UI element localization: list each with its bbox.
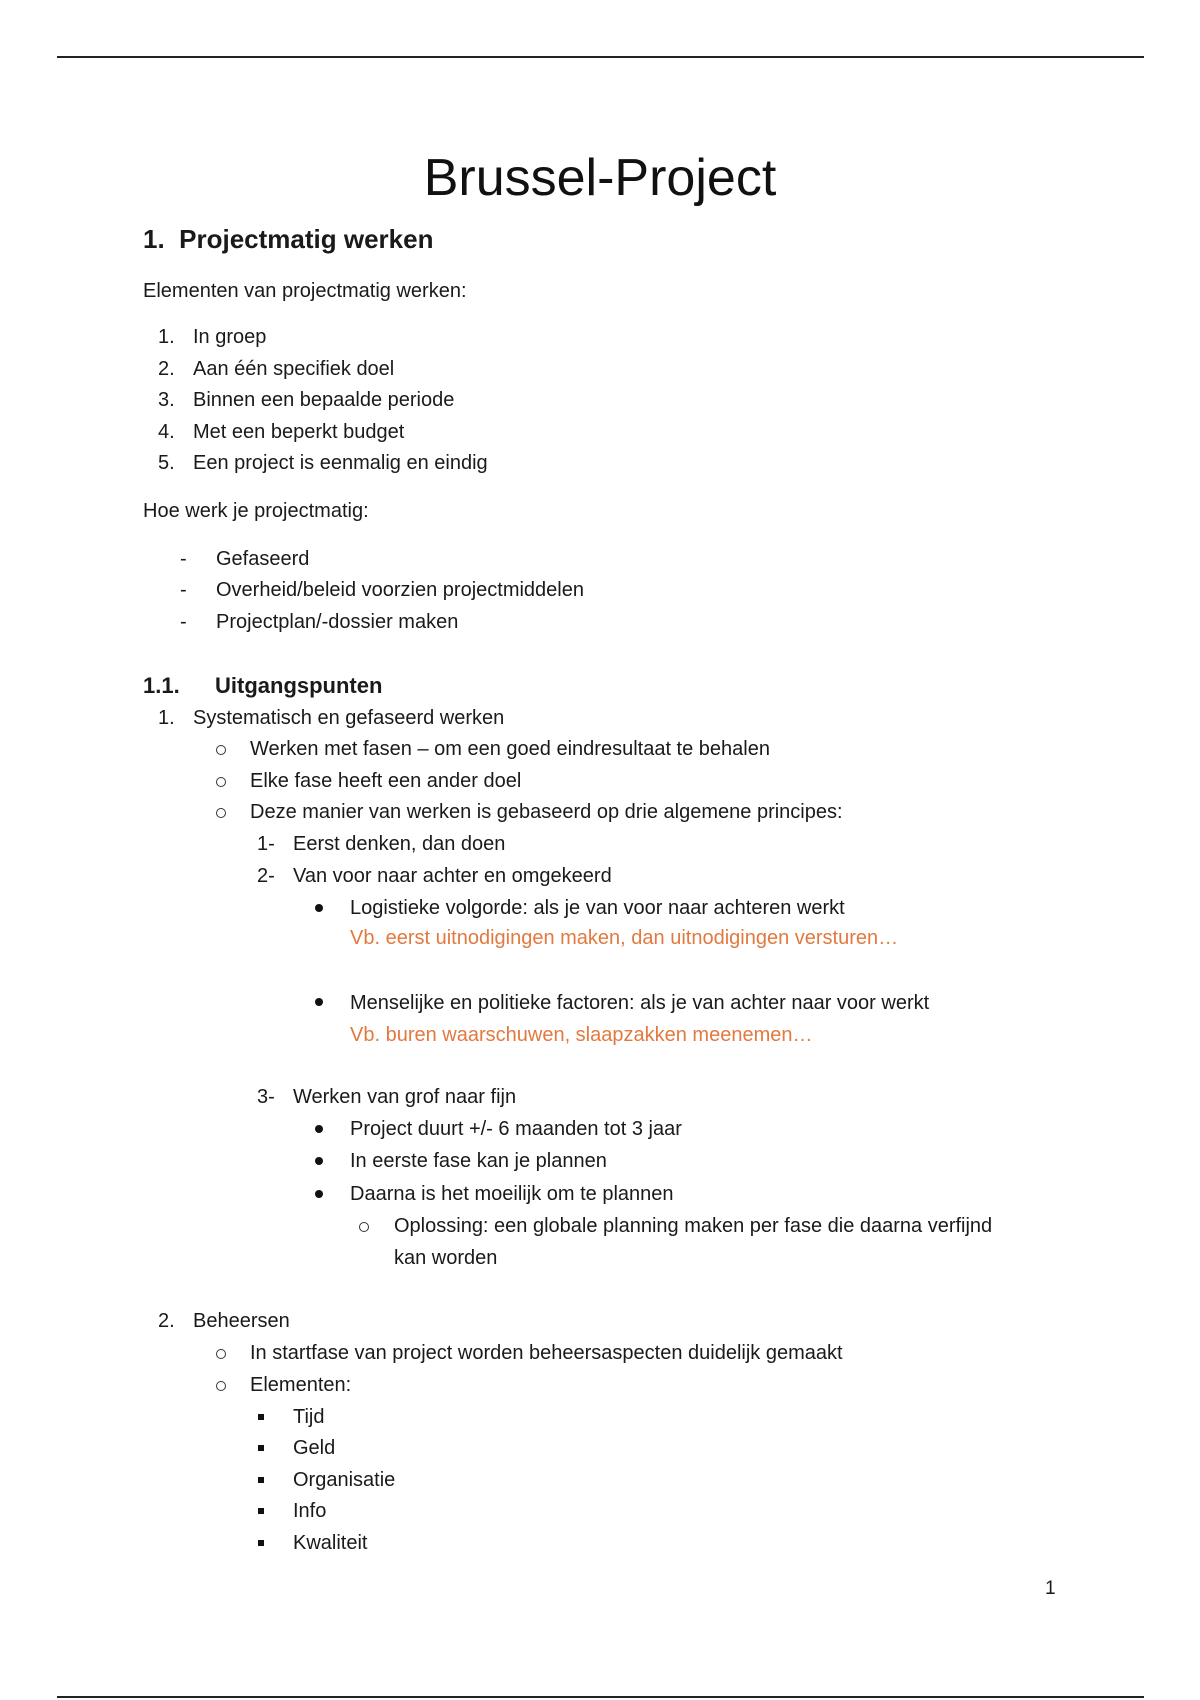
list-text: Een project is eenmalig en eindig <box>193 452 488 474</box>
section-title: Uitgangspunten <box>215 673 383 698</box>
square-bullet <box>258 1540 264 1546</box>
square-bullet <box>258 1445 264 1451</box>
list-text: Menselijke en politieke factoren: als je van achter naar voor werkt <box>350 992 930 1014</box>
list-text: Binnen een bepaalde periode <box>193 389 455 411</box>
document-title: Brussel-Project <box>423 149 777 207</box>
section-heading-1-1 <box>143 673 383 699</box>
list-number: 1. <box>158 707 175 729</box>
disc-bullet <box>315 904 323 912</box>
list-text: In groep <box>193 326 267 348</box>
list-number: 2. <box>158 358 175 380</box>
solution-text: Oplossing: een globale planning maken per fase die daarna verfijnd <box>394 1215 993 1237</box>
page-number: 1 <box>1045 1578 1056 1599</box>
section-heading-1 <box>143 224 433 255</box>
top-rule <box>57 56 1144 58</box>
list-text: Met een beperkt budget <box>193 421 405 443</box>
list-text: Geld <box>293 1437 336 1459</box>
list-text: Gefaseerd <box>216 548 310 570</box>
list-text: Aan één specifiek doel <box>193 358 395 380</box>
list-text: Logistieke volgorde: als je van voor naar achteren werkt <box>350 897 845 919</box>
list-number: 5. <box>158 452 175 474</box>
list-text: Info <box>293 1500 327 1522</box>
disc-bullet <box>315 998 323 1006</box>
section-number: 1.1. <box>143 673 180 698</box>
square-bullet <box>258 1414 264 1420</box>
dash-bullet: - <box>180 548 187 570</box>
example-text: Vb. eerst uitnodigingen maken, dan uitnodigingen versturen… <box>350 927 899 949</box>
list-text: Projectplan/-dossier maken <box>216 611 459 633</box>
principle-text: Werken van grof naar fijn <box>293 1086 517 1108</box>
dash-bullet: - <box>180 579 187 601</box>
principle-number: 1- <box>257 833 275 855</box>
principle-number: 3- <box>257 1086 275 1108</box>
circle-bullet <box>216 1349 226 1359</box>
list-text: Werken met fasen – om een goed eindresultaat te behalen <box>250 738 770 760</box>
list-text: Beheersen <box>193 1310 290 1332</box>
list-text: Kwaliteit <box>293 1532 368 1554</box>
list-text: In startfase van project worden beheersaspecten duidelijk gemaakt <box>250 1342 843 1364</box>
list-number: 3. <box>158 389 175 411</box>
square-bullet <box>258 1477 264 1483</box>
principle-text: Van voor naar achter en omgekeerd <box>293 865 612 887</box>
disc-bullet <box>315 1125 323 1133</box>
circle-bullet <box>216 1381 226 1391</box>
list-number: 1. <box>158 326 175 348</box>
circle-bullet <box>216 745 226 755</box>
section-number: 1. <box>143 224 165 254</box>
how-intro: Hoe werk je projectmatig: <box>143 500 369 522</box>
bottom-rule <box>57 1696 1144 1698</box>
list-text: Deze manier van werken is gebaseerd op drie algemene principes: <box>250 801 843 823</box>
circle-bullet <box>359 1222 369 1232</box>
principle-text: Eerst denken, dan doen <box>293 833 506 855</box>
list-text: Project duurt +/- 6 maanden tot 3 jaar <box>350 1118 682 1140</box>
list-number: 2. <box>158 1310 175 1332</box>
circle-bullet <box>216 777 226 787</box>
list-text: Systematisch en gefaseerd werken <box>193 707 505 729</box>
list-text: Overheid/beleid voorzien projectmiddelen <box>216 579 584 601</box>
section-title: Projectmatig werken <box>179 224 434 254</box>
dash-bullet: - <box>180 611 187 633</box>
list-text: Elke fase heeft een ander doel <box>250 770 522 792</box>
disc-bullet <box>315 1190 323 1198</box>
example-text: Vb. buren waarschuwen, slaapzakken meenemen… <box>350 1024 813 1046</box>
circle-bullet <box>216 808 226 818</box>
list-text: Daarna is het moeilijk om te plannen <box>350 1183 674 1205</box>
elements-intro: Elementen van projectmatig werken: <box>143 280 467 302</box>
principle-number: 2- <box>257 865 275 887</box>
list-text: Tijd <box>293 1406 325 1428</box>
list-number: 4. <box>158 421 175 443</box>
list-text: In eerste fase kan je plannen <box>350 1150 607 1172</box>
list-text: Elementen: <box>250 1374 352 1396</box>
solution-text-cont: kan worden <box>394 1247 498 1269</box>
disc-bullet <box>315 1157 323 1165</box>
list-text: Organisatie <box>293 1469 396 1491</box>
square-bullet <box>258 1508 264 1514</box>
